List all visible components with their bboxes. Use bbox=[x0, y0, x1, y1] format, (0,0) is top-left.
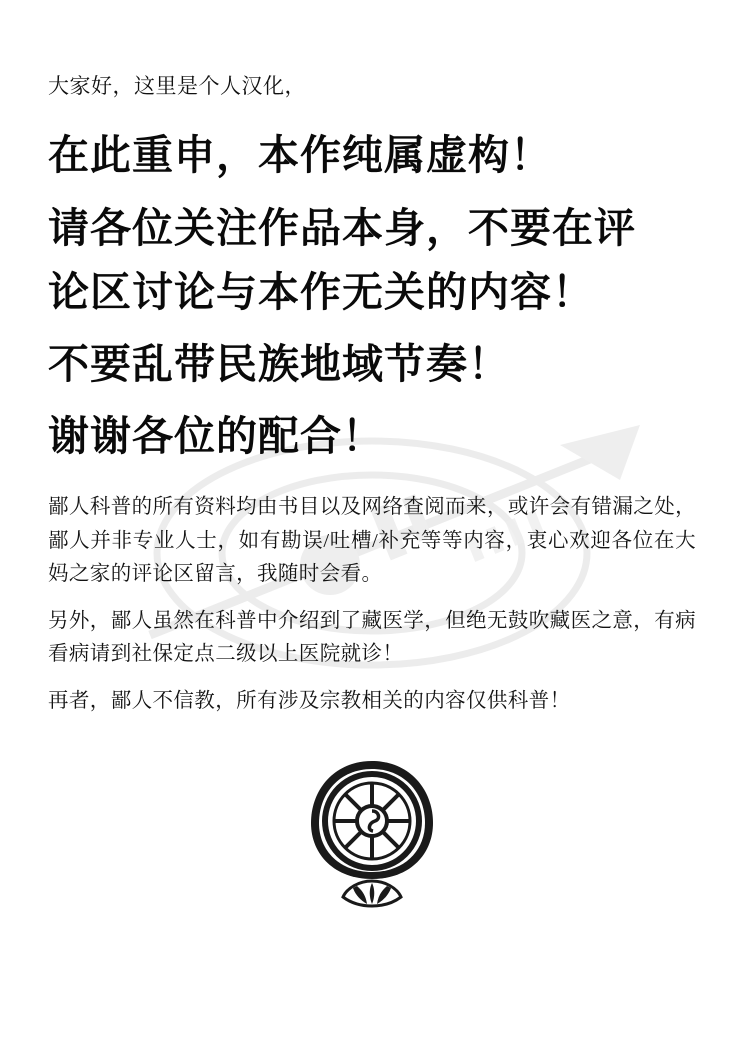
dharma-wheel-emblem bbox=[297, 755, 447, 915]
body-block bbox=[48, 491, 696, 718]
body-paragraph-3: 再者，鄙人不信教，所有涉及宗教相关的内容仅供科普！ bbox=[48, 690, 571, 713]
headline-5: 谢谢各位的配合！ bbox=[48, 413, 384, 460]
intro-line: 大家好，这里是个人汉化， bbox=[48, 74, 306, 98]
headline-1: 在此重申，本作纯属虚构！ bbox=[48, 132, 552, 179]
body-paragraph-2: 另外，鄙人虽然在科普中介绍到了藏医学，但绝无鼓吹藏医之意，有病看病请到社保定点二级以上医院就诊！ bbox=[48, 610, 696, 666]
headline-4: 不要乱带民族地域节奏！ bbox=[48, 341, 510, 387]
headline-2: 请各位关注作品本身，不要在评 bbox=[48, 204, 636, 251]
emblem-container bbox=[48, 755, 696, 915]
body-paragraph-1: 鄙人科普的所有资料均由书目以及网络查阅而来，或许会有错漏之处，鄙人并非专业人士，如有勘误/吐槽/补充等等内容，衷心欢迎各位在大妈之家的评论区留言，我随时会看。 bbox=[48, 496, 696, 585]
headline-3: 论区讨论与本作无关的内容！ bbox=[48, 268, 594, 315]
